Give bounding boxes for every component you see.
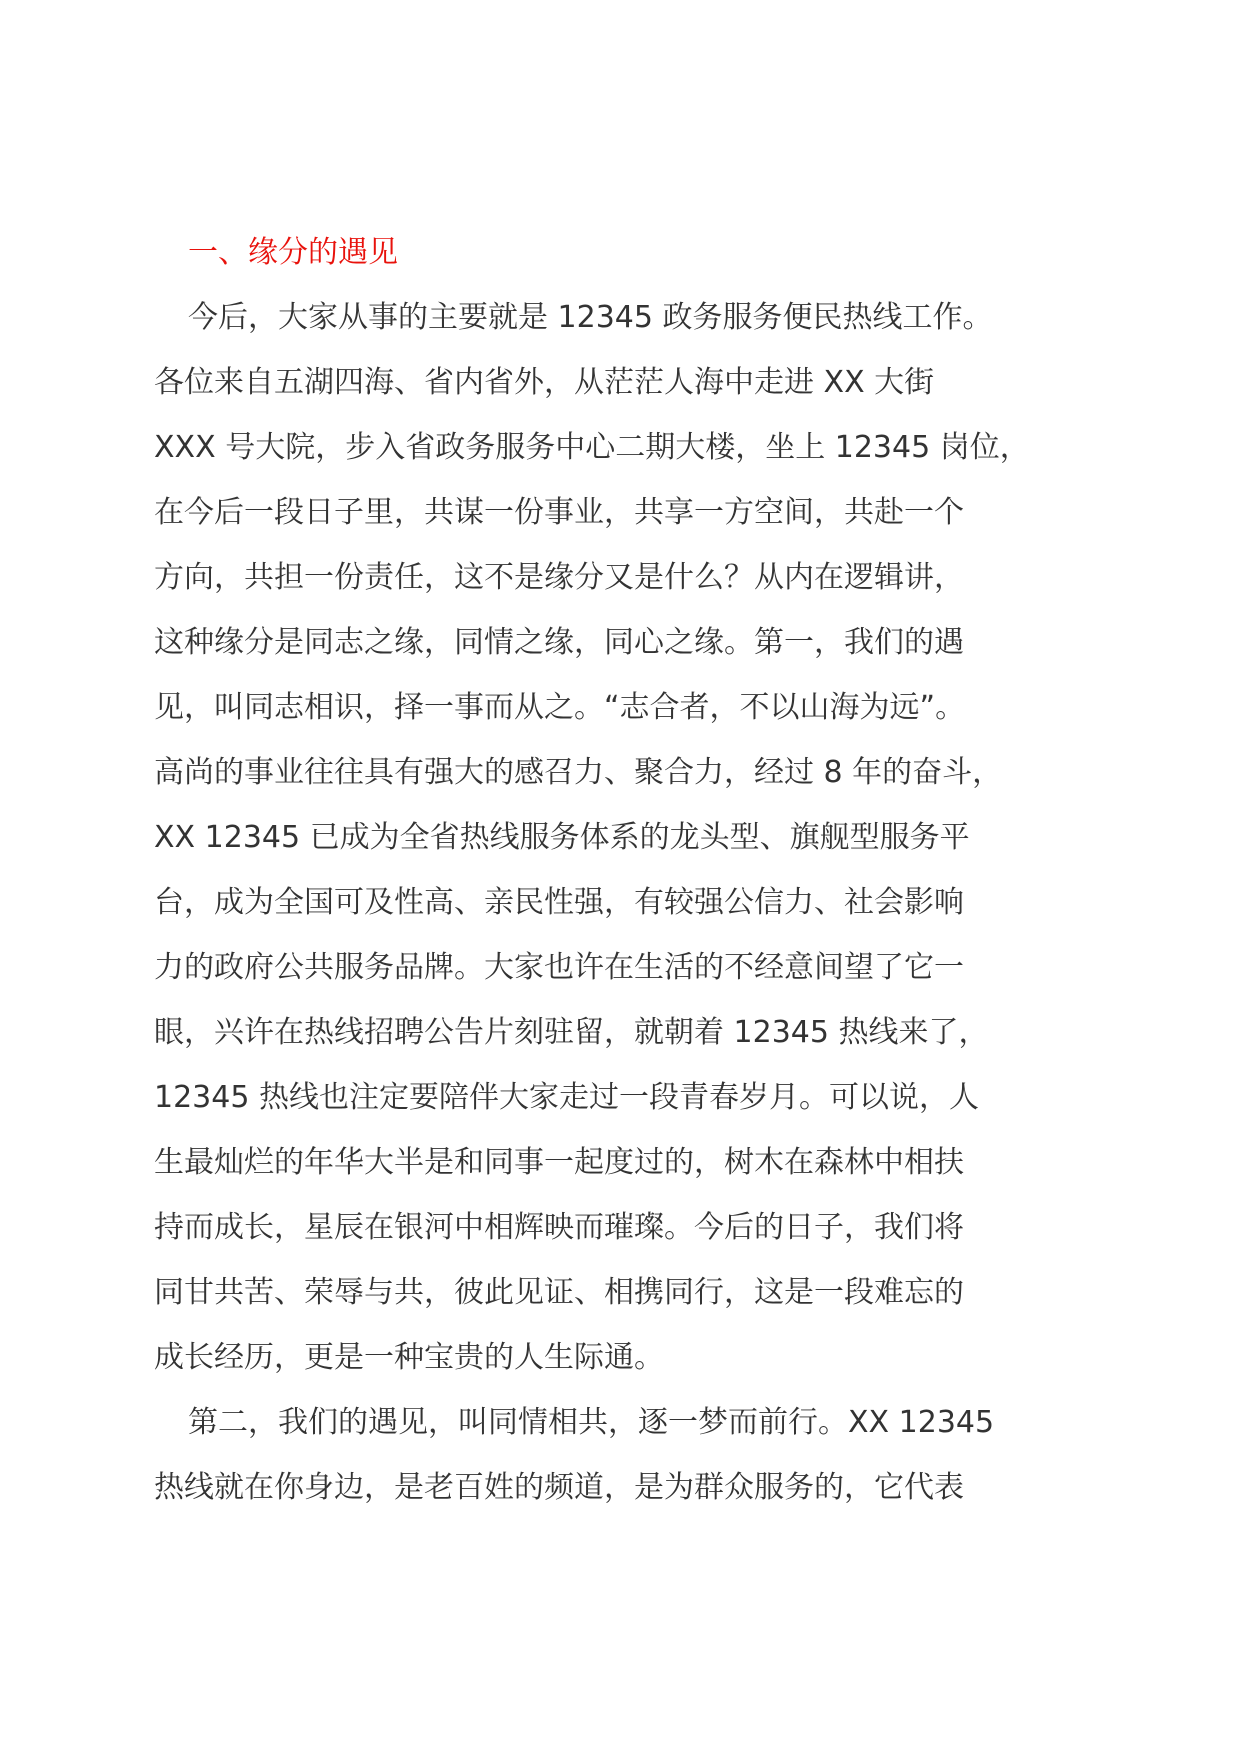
text-line: 12345 热线也注定要陪伴大家走过一段青春岁月。可以说，人 xyxy=(154,1080,979,1115)
paragraph-1 xyxy=(154,285,1114,1390)
text-line: 成长经历，更是一种宝贵的人生际通。 xyxy=(154,1340,664,1375)
section-heading: 一、缘分的遇见 xyxy=(188,235,398,270)
text-line: 力的政府公共服务品牌。大家也许在生活的不经意间望了它一 xyxy=(154,950,964,985)
text-line: 第二，我们的遇见，叫同情相共，逐一梦而前行。XX 12345 xyxy=(188,1405,995,1440)
text-line: XXX 号大院，步入省政务服务中心二期大楼，坐上 12345 岗位， xyxy=(154,430,1030,465)
text-line: 见，叫同志相识，择一事而从之。“志合者，不以山海为远”。 xyxy=(154,690,966,725)
text-line: 同甘共苦、荣辱与共，彼此见证、相携同行，这是一段难忘的 xyxy=(154,1275,964,1310)
text-line: 台，成为全国可及性高、亲民性强，有较强公信力、社会影响 xyxy=(154,885,964,920)
text-line: 生最灿烂的年华大半是和同事一起度过的，树木在森林中相扶 xyxy=(154,1145,964,1180)
text-line: 持而成长，星辰在银河中相辉映而璀璨。今后的日子，我们将 xyxy=(154,1210,964,1245)
text-line: 方向，共担一份责任，这不是缘分又是什么？从内在逻辑讲， xyxy=(154,560,964,595)
text-line: 今后，大家从事的主要就是 12345 政务服务便民热线工作。 xyxy=(188,300,993,335)
text-line: 这种缘分是同志之缘，同情之缘，同心之缘。第一，我们的遇 xyxy=(154,625,964,660)
paragraph-2 xyxy=(154,1390,1114,1520)
text-line: 热线就在你身边，是老百姓的频道，是为群众服务的，它代表 xyxy=(154,1470,964,1505)
text-line: XX 12345 已成为全省热线服务体系的龙头型、旗舰型服务平 xyxy=(154,820,970,855)
text-line: 各位来自五湖四海、省内省外，从茫茫人海中走进 XX 大街 xyxy=(154,365,935,400)
text-line: 在今后一段日子里，共谋一份事业，共享一方空间，共赴一个 xyxy=(154,495,964,530)
text-line: 眼，兴许在热线招聘公告片刻驻留，就朝着 12345 热线来了， xyxy=(154,1015,989,1050)
text-line: 高尚的事业往往具有强大的感召力、聚合力，经过 8 年的奋斗， xyxy=(154,755,1003,790)
document-body xyxy=(154,220,1114,1520)
